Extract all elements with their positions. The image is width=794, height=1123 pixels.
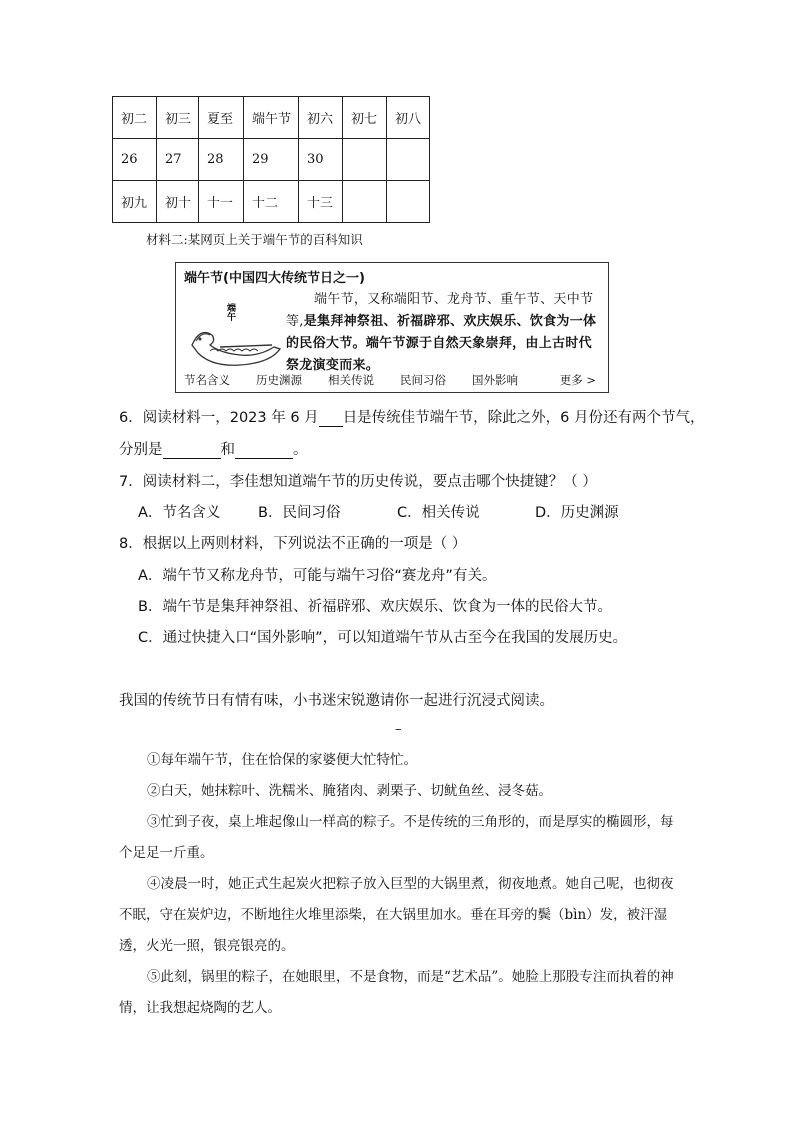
- calendar-cell: 29: [244, 139, 299, 181]
- q8-option-b: B．端午节是集拜神祭祖、祈福辟邪、欢庆娱乐、饮食为一体的民俗大节。: [138, 599, 612, 615]
- calendar-cell: 端午节: [244, 97, 299, 139]
- dash-mark: –: [395, 722, 402, 737]
- image-caption: 端午: [225, 303, 235, 321]
- calendar-cell: 十二: [244, 181, 299, 223]
- q6-text-b: 日是传统佳节端午节，除此之外，6 月份还有两个节气，: [342, 410, 705, 426]
- q7-option-c: C．相关传说: [397, 505, 480, 521]
- q6-text-e: 。: [293, 442, 308, 458]
- calendar-row: [113, 139, 430, 181]
- question-6-line1: [119, 406, 705, 427]
- reading-intro: 我国的传统节日有情有味，小书迷宋锐邀请你一起进行沉浸式阅读。: [119, 693, 554, 709]
- q6-blank-term1: [163, 444, 221, 459]
- calendar-cell: 初九: [113, 181, 157, 223]
- calendar-cell: 初三: [157, 97, 199, 139]
- calendar-cell: [343, 181, 387, 223]
- calendar-row: [113, 97, 430, 139]
- passage-paragraph-2: ②白天，她抹粽叶、洗糯米、腌猪肉、剥栗子、切鱿鱼丝、浸冬菇。: [147, 783, 552, 799]
- calendar-cell: 初六: [299, 97, 343, 139]
- quick-links: [184, 372, 600, 388]
- question-8-stem: 8．根据以上两则材料，下列说法不正确的一项是（ ）: [119, 536, 467, 552]
- q8-option-a: A．端午节又称龙舟节，可能与端午习俗“赛龙舟”有关。: [138, 568, 497, 584]
- link-foreign-influence[interactable]: 国外影响: [472, 373, 518, 387]
- link-customs[interactable]: 民间习俗: [400, 373, 446, 387]
- calendar-cell: 夏至: [199, 97, 244, 139]
- q6-text-a: 6．阅读材料一，2023 年 6 月: [119, 410, 319, 426]
- question-7-stem: 7．阅读材料二，李佳想知道端午节的历史传说，要点击哪个快捷键？（ ）: [119, 474, 597, 490]
- calendar-cell: 26: [113, 139, 157, 181]
- encyclopedia-text: [286, 289, 604, 377]
- q6-blank-day: [319, 412, 343, 427]
- calendar-cell: 初十: [157, 181, 199, 223]
- encyclopedia-box: [175, 262, 609, 393]
- calendar-cell: [343, 139, 387, 181]
- question-6-line2: [119, 438, 308, 459]
- reading-passage: [119, 745, 679, 1024]
- calendar-cell: 十一: [199, 181, 244, 223]
- q6-text-d: 和: [220, 442, 235, 458]
- calendar-cell: 28: [199, 139, 244, 181]
- encyclopedia-text-normal: 端午节，又称端阳节、龙舟节、重午节、天中节等,: [286, 292, 594, 329]
- encyclopedia-text-bold: 是集拜神祭祖、祈福辟邪、欢庆娱乐、饮食为一体的民俗大节。: [286, 314, 597, 351]
- passage-paragraph-4: ④凌晨一时，她正式生起炭火把粽子放入巨型的大锅里煮，彻夜地煮。她自己呢，也彻夜不眠，守在炭炉边，不断地往火堆里添柴，在大锅里加水。垂在耳旁的鬓（bìn）发，被汗湿透，火光一照，银亮银亮的。: [119, 876, 674, 954]
- q8-option-c: C．通过快捷入口“国外影响”，可以知道端午节从古至今在我国的发展历史。: [138, 630, 628, 646]
- calendar-cell: 30: [299, 139, 343, 181]
- q6-blank-term2: [235, 444, 293, 459]
- calendar-cell: 27: [157, 139, 199, 181]
- calendar-cell: [387, 181, 430, 223]
- calendar-cell: [387, 139, 430, 181]
- q7-option-d: D．历史渊源: [535, 505, 619, 521]
- material2-caption: 材料二:某网页上关于端午节的百科知识: [146, 232, 363, 247]
- calendar-cell: 初七: [343, 97, 387, 139]
- link-history[interactable]: 历史渊源: [256, 373, 302, 387]
- passage-paragraph-3: ③忙到子夜，桌上堆起像山一样高的粽子。不是传统的三角形的，而是厚实的椭圆形，每个足足一斤重。: [119, 814, 674, 861]
- encyclopedia-text-rest: 端午节源于自然天象崇拜，由上古时代祭龙演变而来。: [286, 336, 592, 373]
- link-legends[interactable]: 相关传说: [328, 373, 374, 387]
- passage-paragraph-5: ⑤此刻，锅里的粽子，在她眼里，不是食物，而是“艺术品”。她脸上那股专注而执着的神情，让我想起烧陶的艺人。: [119, 969, 674, 1016]
- calendar-cell: 初八: [387, 97, 430, 139]
- encyclopedia-title: 端午节(中国四大传统节日之一): [184, 271, 365, 286]
- q7-option-b: B．民间习俗: [258, 505, 341, 521]
- dragon-boat-image: [186, 289, 282, 371]
- more-link[interactable]: 更多 >: [559, 373, 596, 387]
- passage-paragraph-1: ①每年端午节，住在恰保的家婆便大忙特忙。: [147, 752, 417, 768]
- calendar-cell: 初二: [113, 97, 157, 139]
- q7-option-a: A．节名含义: [138, 505, 221, 521]
- q6-text-c: 分别是: [119, 442, 163, 458]
- calendar-table: [112, 96, 430, 223]
- calendar-cell: 十三: [299, 181, 343, 223]
- link-name-meaning[interactable]: 节名含义: [184, 373, 230, 387]
- calendar-row: [113, 181, 430, 223]
